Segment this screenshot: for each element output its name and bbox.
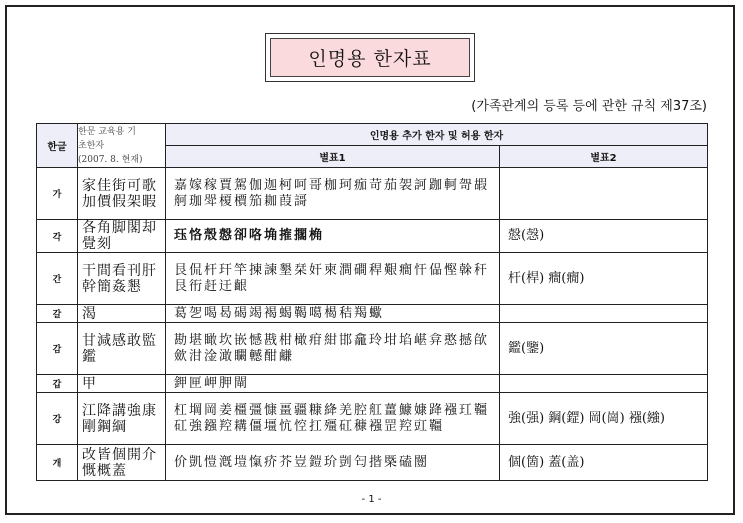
allowed-hanja-cell: 杆(桿) 癎(癇) xyxy=(500,253,708,305)
hangul-cell: 감 xyxy=(37,323,78,375)
page-title: 인명용 한자표 xyxy=(270,38,470,77)
hangul-cell: 갈 xyxy=(37,305,78,323)
table-row xyxy=(37,220,708,253)
allowed-hanja-cell: 鑑(鑒) xyxy=(500,323,708,375)
hangul-cell: 갑 xyxy=(37,375,78,393)
allowed-hanja-cell: 慤(愨) xyxy=(500,220,708,253)
edu-hanja-cell: 各角脚閣却覺刻 xyxy=(78,220,166,253)
hanja-table xyxy=(36,123,708,481)
table-row xyxy=(37,253,708,305)
header-edu xyxy=(78,124,166,168)
added-hanja-cell: 珏恪殼慤卻咯埆搉擱桷 xyxy=(166,220,500,253)
table-row xyxy=(37,168,708,220)
added-hanja-cell: 鉀匣岬胛閘 xyxy=(166,375,500,393)
edu-hanja-cell: 家佳街可歌加價假架暇 xyxy=(78,168,166,220)
header-edu-line2: 초한자 xyxy=(78,140,105,151)
edu-hanja-cell: 甘減感敢監鑑 xyxy=(78,323,166,375)
hangul-cell: 강 xyxy=(37,393,78,445)
hangul-cell: 가 xyxy=(37,168,78,220)
subtitle: (가족관계의 등록 등에 관한 규칙 제37조) xyxy=(471,99,707,114)
edu-hanja-cell: 甲 xyxy=(78,375,166,393)
hangul-cell: 개 xyxy=(37,445,78,481)
title-box xyxy=(265,33,475,82)
added-hanja-cell: 杠堈岡姜橿彊慷畺疆糠絳羌腔舡薑鱇嫝跭襁玒韁矼強鏹羫耩僵壃忼悾扛殭矼穅襁罡羫豇韁 xyxy=(166,393,500,445)
header-edu-line3: (2007. 8. 현재) xyxy=(78,154,143,165)
header-edu-line1: 한문 교육용 기 xyxy=(78,126,136,137)
edu-hanja-cell: 干間看刊肝幹簡姦懇 xyxy=(78,253,166,305)
allowed-hanja-cell: 個(箇) 蓋(盖) xyxy=(500,445,708,481)
table-row xyxy=(37,445,708,481)
page-number: - 1 - xyxy=(361,494,382,505)
header-table1: 별표1 xyxy=(166,146,500,168)
table-row xyxy=(37,323,708,375)
added-hanja-cell: 价凱愷漑塏愾疥芥豈鎧玠剴匄揩槩磕闓 xyxy=(166,445,500,481)
hangul-cell: 각 xyxy=(37,220,78,253)
allowed-hanja-cell xyxy=(500,305,708,323)
edu-hanja-cell: 改皆個開介慨概蓋 xyxy=(78,445,166,481)
allowed-hanja-cell xyxy=(500,168,708,220)
edu-hanja-cell: 江降講強康剛鋼綱 xyxy=(78,393,166,445)
table-row xyxy=(37,305,708,323)
header-hangul: 한글 xyxy=(37,124,78,168)
header-added: 인명용 추가 한자 및 허용 한자 xyxy=(166,124,708,146)
allowed-hanja-cell: 強(强) 鋼(鎠) 岡(崗) 襁(繈) xyxy=(500,393,708,445)
table-row xyxy=(37,393,708,445)
hangul-cell: 간 xyxy=(37,253,78,305)
table-row xyxy=(37,375,708,393)
allowed-hanja-cell xyxy=(500,375,708,393)
added-hanja-cell: 嘉嫁稼賈駕伽迦柯呵哥枷珂痂苛茄袈訶跏軻哿嘏舸珈斝榎檟笳耞葭謌 xyxy=(166,168,500,220)
header-table2: 별표2 xyxy=(500,146,708,168)
added-hanja-cell: 葛乫喝曷碣竭褐蝎鞨噶楬秸羯蠍 xyxy=(166,305,500,323)
edu-hanja-cell: 渴 xyxy=(78,305,166,323)
added-hanja-cell: 勘堪瞰坎嵌憾戡柑橄疳紺邯龕玲坩埳嵁弇憨撼欿歛泔淦澉矙轗酣鹻 xyxy=(166,323,500,375)
added-hanja-cell: 艮侃杆玕竿揀諫墾栞奸柬澗磵稈艱癎忓偘慳榦秆艮衎赶迀齦 xyxy=(166,253,500,305)
